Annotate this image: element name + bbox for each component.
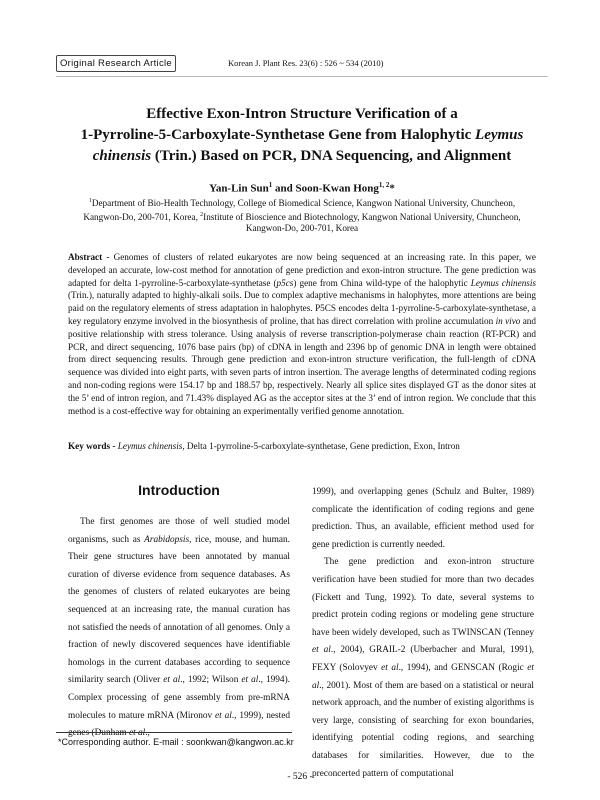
author-1: Yan-Lin Sun [209,182,269,195]
corresponding-author-footnote: *Corresponding author. E-mail : soonkwan@kangwon.ac.kr [58,737,294,747]
corresponding-star: * [389,182,395,195]
paragraph: 1999), and overlapping genes (Schulz and Bulter, 1989) complicate the identification of coding regions and gene prediction. Thus, an available, efficient method used for gene prediction is currently needed. [312,487,534,550]
title-line-3: chinensis (Trin.) Based on PCR, DNA Sequencing, and Alignment [92,148,512,164]
paper-title [40,104,564,167]
header-rule [56,76,548,77]
paragraph: The gene prediction and exon-intron structure verification have been studied for more than two decades (Fickett and Tung, 1992). To date, several systems to predict protein coding regions or modeling gene structure have been widely developed, such as TWINSCAN (Tenney et al., 2004), GRAIL-2 (Uberbacher and Mural, 1991), FEXY (Solovyev et al., 1994), and GENSCAN (Rogic et al., 2001). Most of them are based on a statistical or neural network approach, and the number of existing algorithms is very large, consisting of searching for exon boundaries, identifying potential coding regions, and searching databases for similarities. However, due to the preconcerted pattern of computational [312,557,534,779]
title-line-2: 1-Pyrroline-5-Carboxylate-Synthetase Gene from Halophytic Leymus [80,127,524,143]
title-line-1: Effective Exon-Intron Structure Verification of a [146,106,458,122]
paragraph: The first genomes are those of well studied model organisms, such as Arabidopsis, rice, mouse, and human. Their gene structures have been annotated by manual curation of diverse evidence from sequence databases. As the genomes of clusters of related eukaryotes are being sequenced at an increasing rate, the manual curation has not satisfied the needs of annotation of all genomes. Only a fraction of newly discovered sequences have identifiable homologs in the current databases according to sequence similarity search (Oliver et al., 1992; Wilson et al., 1994). Complex processing of gene assembly from pre-mRNA molecules to mature mRNA (Mironov et al., 1999), nested genes (Dunham et al., [68,517,291,739]
intro-right-column [312,484,534,783]
author-2: and Soon-Kwan Hong [272,182,379,195]
intro-left-column [68,514,290,743]
section-heading-introduction: Introduction [138,482,220,498]
keywords-label: Key words - [68,441,118,451]
abstract-label: Abstract - [68,252,114,262]
footnote-rule [56,732,292,733]
author-list: Yan-Lin Sun$^1$ and Soon-Kwan Hong$^{1, 2}$* [209,181,395,195]
page-number: - 526 - [287,772,313,782]
article-type-tag: Original Research Article [56,55,176,72]
abstract: Abstract - Genomes of clusters of related eukaryotes are now being sequenced at an increasing rate. In this paper, we developed an accurate, low-cost method for annotation of gene prediction and exon-intron structure. The gene prediction was adapted for delta 1-pyrroline-5-carboxylate-synthetase (p5cs) gene from China wild-type of the halophytic Leymus chinensis (Trin.), naturally adapted to highly-alkali soils. Due to complex adaptive mechanisms in halophytes, more attentions are being paid on the regulatory elements of stress adaptation in halophytes. P5CS encodes delta 1-pyrroline-5-carboxylate-synthetase, a key regulatory enzyme involved in the biosynthesis of proline, that has direct correlation with proline accumulation in vivo and positive relationship with stress tolerance. Using analysis of reverse transcription-polymerase chain reaction (RT-PCR) and PCR, and direct sequencing, 1076 base pairs (bp) of cDNA in length and 2396 bp of genomic DNA in length were obtained from direct sequencing results. Through gene prediction and exon-intron structure verification, the full-length of cDNA sequence was divided into eight parts, with seven parts of intron insertion. The average lengths of determinated coding regions and non-coding regions were 154.17 bp and 188.57 bp, respectively. Nearly all splice sites displayed GT as the donor sites at the 5’ end of intron region, and 71.43% displayed AG as the acceptor sites at the 3’ end of intron region. We conclude that this method is a cost-effective way for obtaining an experimentally verified genome annotation. [68,252,536,416]
journal-citation: Korean J. Plant Res. 23(6) : 526 ~ 534 (2010) [228,58,384,68]
affiliations: $^1$Department of Bio-Health Technology, College of Biomedical Science, Kangwon National University, Chuncheon, Kangwon-Do, 200-701, Korea, $^2$Institute of Bioscience and Biotechnology, Kangwon National University, Chuncheon, Kangwon-Do, 200-701, Korea [83,198,521,234]
keywords: Key words - Leymus chinensis, Delta 1-pyrroline-5-carboxylate-synthetase, Gene prediction, Exon, Intron [68,441,460,451]
